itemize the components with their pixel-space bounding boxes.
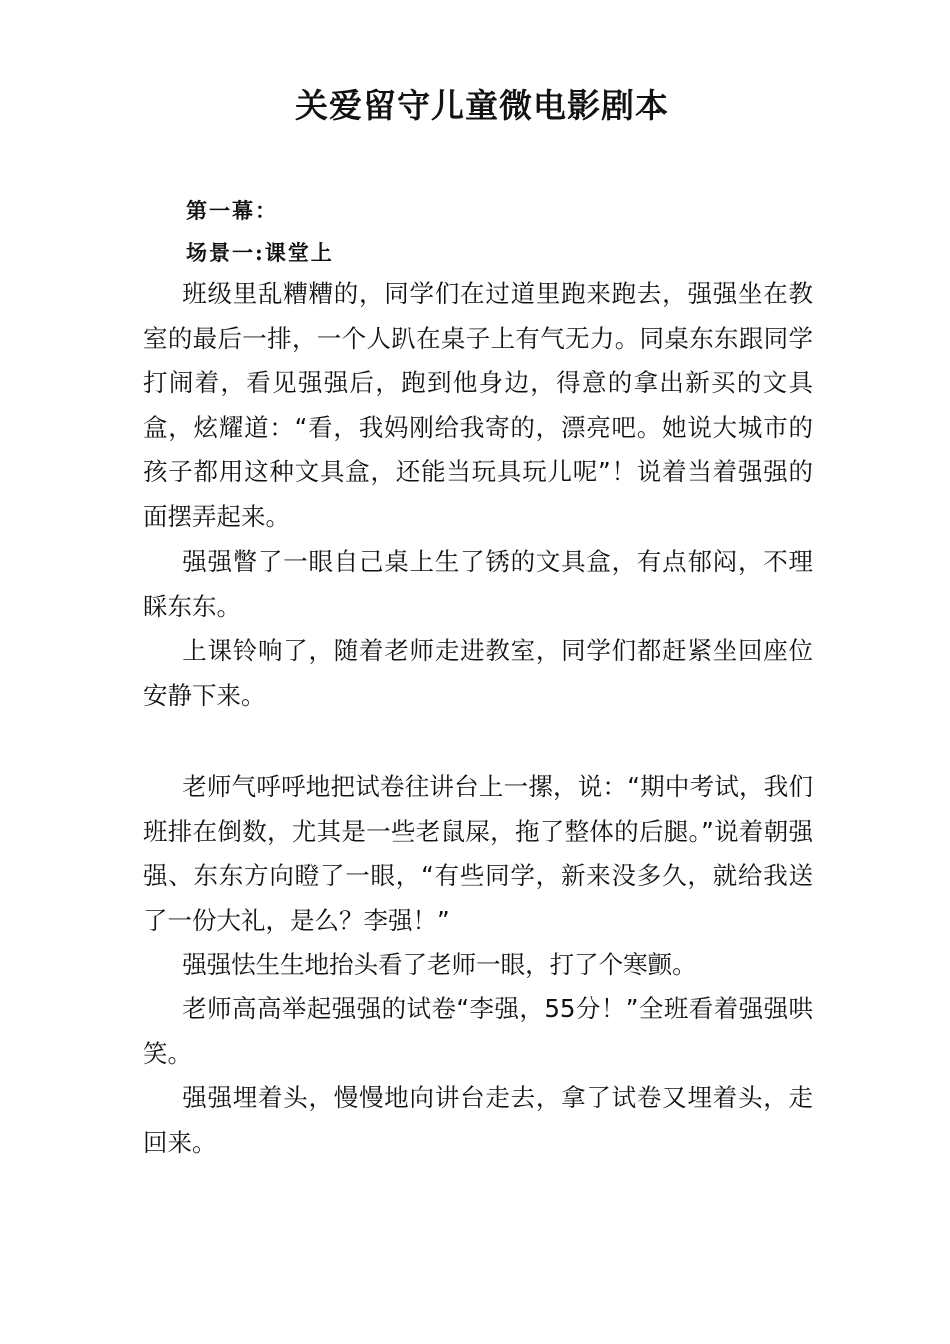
paragraph-5: 强强怯生生地抬头看了老师一眼，打了个寒颤。 xyxy=(182,950,697,979)
document-title: 关爱留守儿童微电影剧本 xyxy=(295,86,669,125)
paragraph-7: 强强埋着头，慢慢地向讲台走去，拿了试卷又埋着头，走回来。 xyxy=(143,1083,813,1157)
paragraph-6: 老师高高举起强强的试卷“李强，55分！”全班看着强强哄笑。 xyxy=(143,994,813,1068)
paragraph-2: 强强瞥了一眼自己桌上生了锈的文具盒，有点郁闷，不理睬东东。 xyxy=(143,547,813,621)
act-heading: 第一幕： xyxy=(186,198,278,223)
paragraph-3: 上课铃响了，随着老师走进教室，同学们都赶紧坐回座位安静下来。 xyxy=(143,636,813,710)
paragraph-1: 班级里乱糟糟的，同学们在过道里跑来跑去，强强坐在教室的最后一排，一个人趴在桌子上有气无力。同桌东东跟同学打闹着，看见强强后，跑到他身边，得意的拿出新买的文具盒，炫耀道：“看，我妈刚给我寄的，漂亮吧。她说大城市的孩子都用这种文具盒，还能当玩具玩儿呢”！说着当着强强的面摆弄起来。 xyxy=(143,279,813,531)
paragraph-4: 老师气呼呼地把试卷往讲台上一摞，说：“期中考试，我们班排在倒数，尤其是一些老鼠屎，拖了整体的后腿。”说着朝强强、东东方向瞪了一眼，“有些同学，新来没多久，就给我送了一份大礼，是么？李强！” xyxy=(143,772,813,935)
scene-heading: 场景一:课堂上 xyxy=(186,240,334,265)
